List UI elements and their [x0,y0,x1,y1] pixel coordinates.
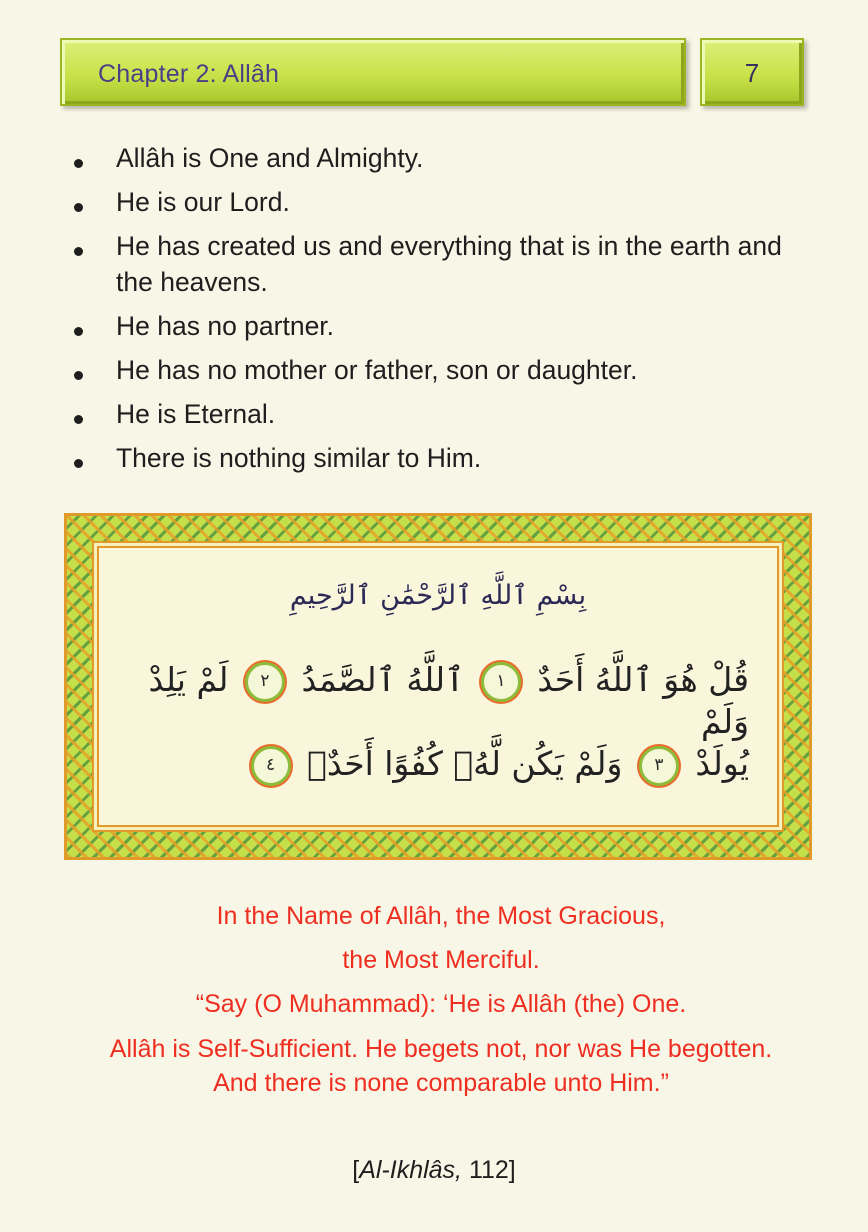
chapter-title: Chapter 2: Allâh [98,60,280,88]
list-item [60,140,820,176]
page-number-box [700,38,804,106]
page-number: 7 [744,58,760,88]
translation-paragraph: Allâh is Self-Sufficient. He begets not, nor was He begotten. And there is none comparable unto Him.” [109,1035,773,1097]
bullet-icon [74,459,83,468]
ayah-marker-2-icon: ٢ [245,662,285,702]
bullet-icon [74,247,83,256]
list-item-text: He is Eternal. [116,399,276,429]
ayah-3-end: يُولَدْ [695,744,749,783]
reference-open-bracket: [ [352,1156,360,1184]
translation-line: “Say (O Muhammad): ‘He is Allâh (the) One. [195,990,687,1018]
list-item-text: He has no partner. [116,311,335,341]
ayah-3-start: لَمْ يَلِدْ وَلَمْ [148,660,749,741]
basmala: بِسْمِ ٱللَّهِ ٱلرَّحْمَٰنِ ٱلرَّحِيمِ [289,580,587,611]
translation-block [90,894,792,1100]
list-item [60,184,820,220]
list-item [60,396,820,432]
ayah-marker-3-icon: ٣ [639,746,679,786]
list-item [60,308,820,344]
list-item-text: He has created us and everything that is in the earth and the heavens. [116,231,782,297]
bullet-icon [74,415,83,424]
ayah-line-2 [127,744,749,786]
ayah-4: وَلَمْ يَكُن لَّهُۥ كُفُوًا أَحَدٌۢ [307,744,623,783]
ayah-marker-4-icon: ٤ [251,746,291,786]
bullet-icon [74,327,83,336]
list-item-text: Allâh is One and Almighty. [116,143,424,173]
translation-line: the Most Merciful. [342,946,540,974]
list-item [60,228,820,300]
list-item-text: He is our Lord. [116,187,290,217]
list-item [60,352,820,388]
surah-number: 112] [462,1156,516,1184]
chapter-header-bar [60,38,686,106]
quran-text-panel [97,546,779,827]
ayah-2: ٱللَّهُ ٱلصَّمَدُ [301,660,465,699]
ayah-line-1 [127,660,749,741]
list-item-text: There is nothing similar to Him. [116,443,482,473]
belief-list [60,140,820,484]
bullet-icon [74,203,83,212]
bullet-icon [74,159,83,168]
bullet-icon [74,371,83,380]
list-item-text: He has no mother or father, son or daughter. [116,355,638,385]
translation-line: In the Name of Allâh, the Most Gracious, [216,902,666,930]
ayah-marker-1-icon: ١ [481,662,521,702]
quran-ornamental-frame [64,513,812,860]
ayah-1: قُلْ هُوَ ٱللَّهُ أَحَدٌ [537,660,749,699]
surah-name: Al-Ikhlâs, [359,1156,462,1184]
surah-reference [0,1156,868,1185]
list-item [60,440,820,476]
